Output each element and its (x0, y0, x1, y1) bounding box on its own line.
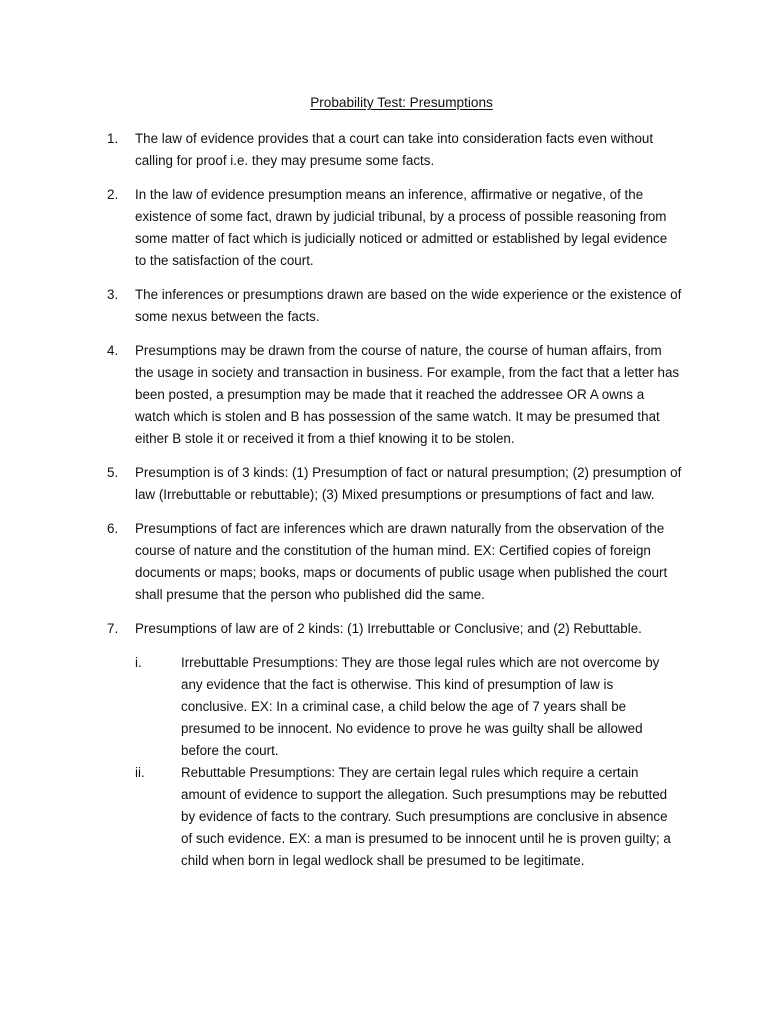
sublist-item-number: ii. (135, 765, 145, 780)
list-item-body (135, 618, 682, 872)
list-item-number: 7. (107, 621, 119, 636)
list-item-text: Presumptions may be drawn from the course of nature, the course of human affairs, from the usage in society and transaction in business. For example, from the fact that a letter has been posted, a presumption may be made that it reached the addressee OR A owns a watch which is stolen and B has possession of the same watch. It may be presumed that either B stole it or received it from a thief knowing it to be stolen. (135, 343, 680, 446)
list-item-number: 6. (107, 521, 119, 536)
list-item-2 (107, 184, 682, 272)
presumptions-list (107, 128, 682, 872)
list-item-text: Presumptions of law are of 2 kinds: (1) Irrebuttable or Conclusive; and (2) Rebuttable. (135, 621, 642, 636)
list-item-text: In the law of evidence presumption means an inference, affirmative or negative, of the existence of some fact, drawn by judicial tribunal, by a process of possible reasoning from some matter of fact which is judicially noticed or admitted or established by legal evidence to the satisfaction of the court. (135, 187, 668, 268)
list-item-3 (107, 284, 682, 328)
list-item-6 (107, 518, 682, 606)
list-item-number: 5. (107, 465, 119, 480)
sublist-item-text: Irrebuttable Presumptions: They are those legal rules which are not overcome by any evidence that the fact is otherwise. This kind of presumption of law is conclusive. EX: In a criminal case, a child below the age of 7 years shall be presumed to be innocent. No evidence to prove he was guilty shall be allowed before the court. (181, 655, 660, 758)
sublist-item-text: Rebuttable Presumptions: They are certain legal rules which require a certain amount of evidence to support the allegation. Such presumptions may be rebutted by evidence of facts to the contrary. Such presumptions are conclusive in absence of such evidence. EX: a man is presumed to be innocent until he is proven guilty; a child when born in legal wedlock shall be presumed to be legitimate. (181, 765, 671, 868)
sublist-item-number: i. (135, 655, 142, 670)
list-item-7 (107, 618, 682, 872)
list-item-text: Presumptions of fact are inferences which are drawn naturally from the observation of the course of nature and the constitution of the human mind. EX: Certified copies of foreign documents or maps; books, maps or documents of public usage when published the court shall presume that the person who published did the same. (135, 521, 668, 602)
list-item-number: 2. (107, 187, 119, 202)
presumptions-of-law-sublist (135, 652, 682, 872)
document-title: Probability Test: Presumptions (310, 95, 493, 110)
list-item-5 (107, 462, 682, 506)
list-item-text: Presumption is of 3 kinds: (1) Presumption of fact or natural presumption; (2) presumption of law (Irrebuttable or rebuttable); (3) Mixed presumptions or presumptions of fact and law. (135, 465, 682, 502)
list-item-number: 1. (107, 131, 119, 146)
list-item-text: The law of evidence provides that a court can take into consideration facts even without calling for proof i.e. they may presume some facts. (135, 131, 654, 168)
list-item-number: 4. (107, 343, 119, 358)
list-item-1 (107, 128, 682, 172)
list-item-text: The inferences or presumptions drawn are based on the wide experience or the existence of some nexus between the facts. (135, 287, 682, 324)
sublist-item-i (135, 652, 682, 762)
list-item-number: 3. (107, 287, 119, 302)
sublist-item-ii (135, 762, 682, 872)
list-item-4 (107, 340, 682, 450)
